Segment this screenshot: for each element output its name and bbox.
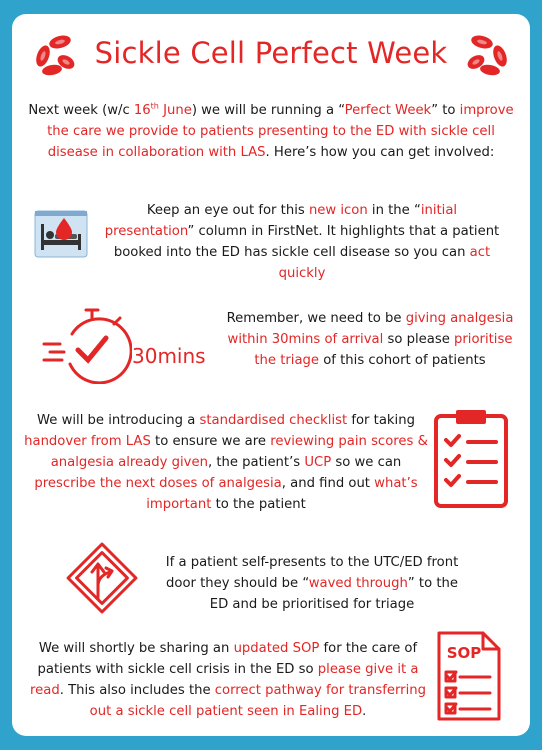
bed-droplet-icon [34,210,88,258]
checklist-section-text: We will be introducing a standardised checklist for taking handover from LAS to ensure we are reviewing pain scores & analgesia already given, the patient’s UCP so we can prescribe the next doses of analgesia, and find out what’s important to the patient [24,413,428,512]
sop-label: SOP [446,644,482,662]
time-badge: 30mins [132,344,206,368]
sop-document-icon [436,630,502,722]
clipboard-checklist-icon [432,406,510,510]
icon-section-text: Keep an eye out for this new icon in the “initial presentation” column in FirstNet. It highlights that a patient booked into the ED has sickle cell disease so you can act quickly [104,203,500,281]
blood-cells-icon [30,32,80,78]
stopwatch-check-icon [40,306,132,384]
info-card [12,14,530,736]
route-section-text: If a patient self-presents to the UTC/ED front door they should be “waved through” to the ED and be prioritised for triage [165,555,459,612]
timer-section-text: Remember, we need to be giving analgesia within 30mins of arrival so please prioritise the triage of this cohort of patients [226,311,514,368]
route-sign-icon [64,540,140,616]
page-title [12,36,530,70]
sop-section-text: We will shortly be sharing an updated SOP for the care of patients with sickle cell crisis in the ED so please give it a read. This also includes the correct pathway for transferring out a sickle cell patient seen in Ealing ED. [30,641,426,719]
blood-cells-icon [462,32,512,78]
title-text: Sickle Cell Perfect Week [94,36,448,70]
intro-text: Next week (w/c 16th June) we will be running a “Perfect Week” to improve the care we provide to patients presenting to the ED with sickle cell disease in collaboration with LAS. Here’s how you can get involved: [28,101,514,160]
